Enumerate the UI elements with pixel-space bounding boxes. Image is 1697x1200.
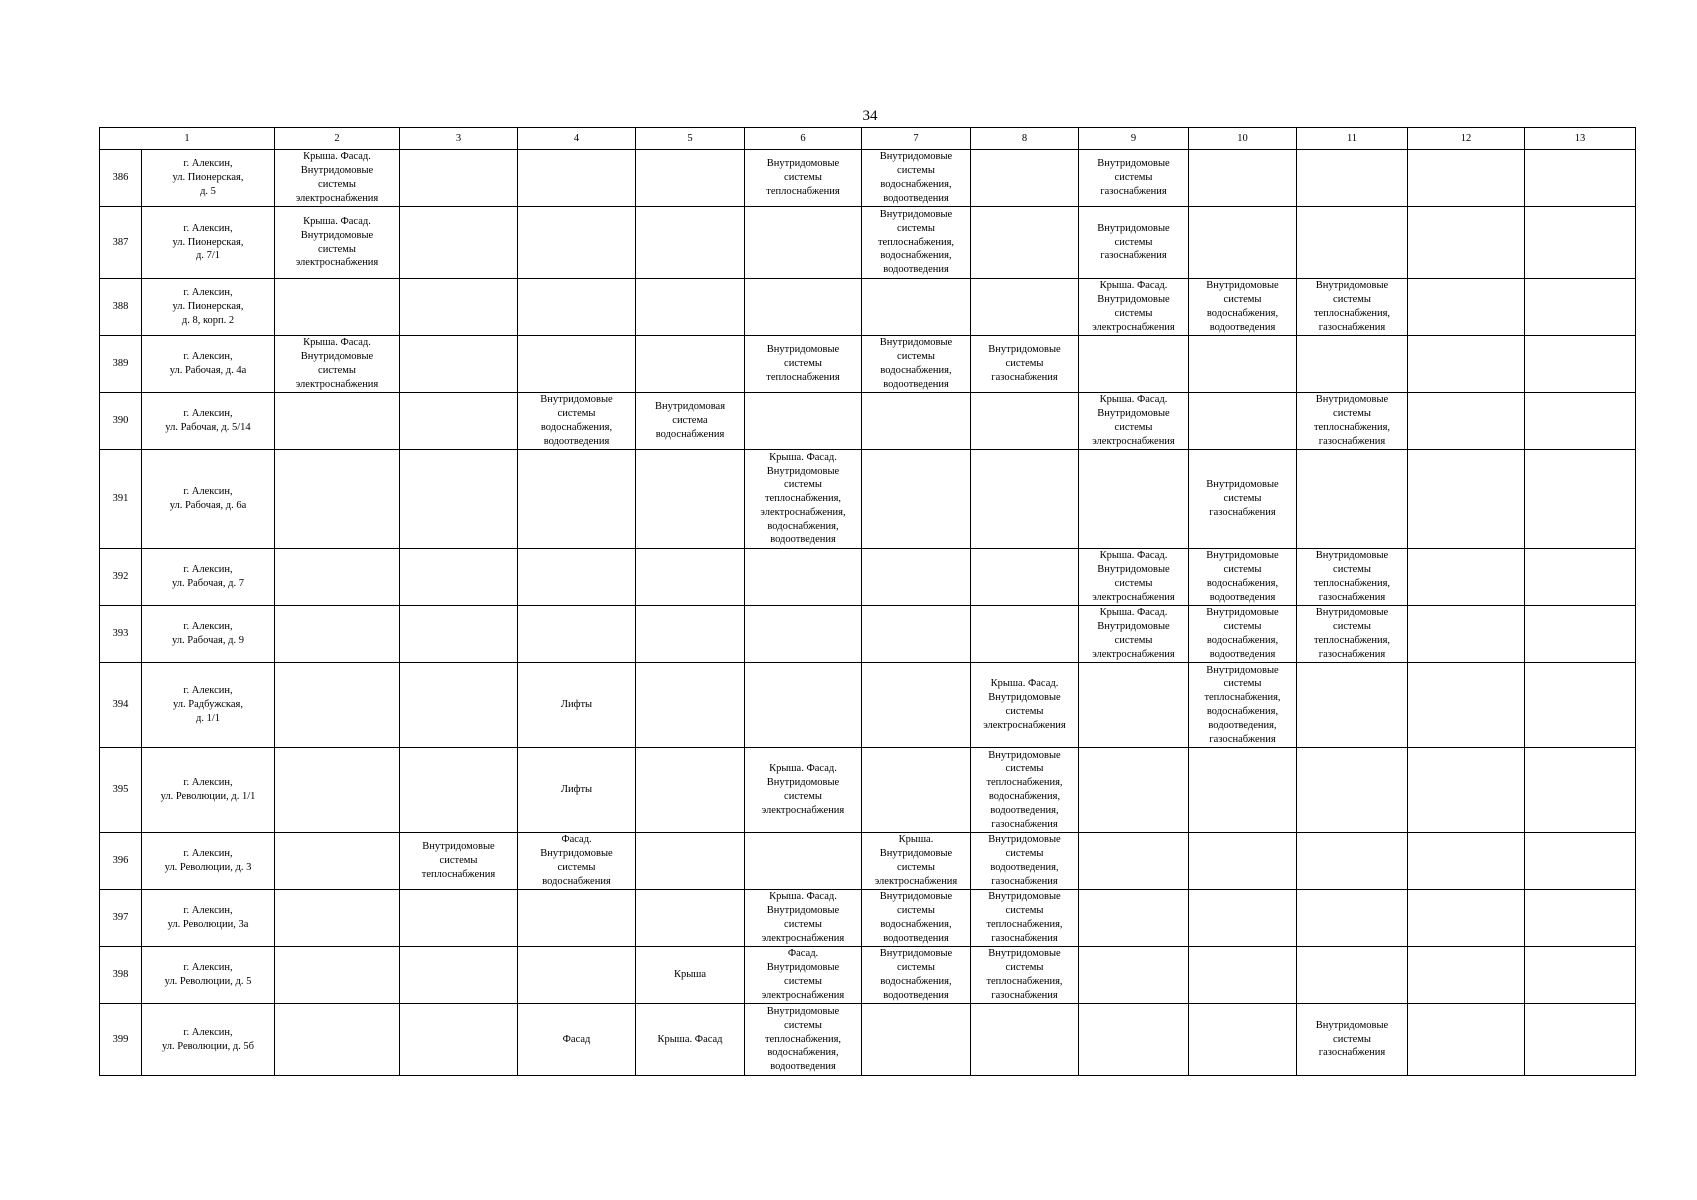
work-cell [862, 549, 971, 606]
work-cell [275, 1004, 400, 1076]
work-cell [400, 279, 518, 336]
repair-schedule-table [99, 127, 1636, 1076]
column-header: 7 [862, 128, 971, 150]
address-cell: г. Алексин, ул. Революции, д. 5 [142, 947, 275, 1004]
work-cell: Внутридомовые системы водоснабжения, водоотведения [862, 890, 971, 947]
column-header: 13 [1525, 128, 1636, 150]
work-cell: Внутридомовые системы теплоснабжения, газоснабжения [1297, 606, 1408, 663]
work-cell: Фасад. Внутридомовые системы электроснабжения [745, 947, 862, 1004]
address-cell: г. Алексин, ул. Пионерская, д. 7/1 [142, 207, 275, 279]
work-cell [1297, 833, 1408, 890]
work-cell [1408, 748, 1525, 833]
work-cell [1079, 947, 1189, 1004]
work-cell: Крыша. Фасад [636, 1004, 745, 1076]
work-cell: Внутридомовые системы водоснабжения, водоотведения [862, 947, 971, 1004]
work-cell [862, 1004, 971, 1076]
work-cell [1297, 450, 1408, 549]
table-row [100, 279, 1636, 336]
work-cell [1408, 207, 1525, 279]
work-cell [862, 748, 971, 833]
table-row [100, 890, 1636, 947]
row-number: 397 [100, 890, 142, 947]
column-header: 12 [1408, 128, 1525, 150]
work-cell: Внутридомовые системы теплоснабжения, газоснабжения [1297, 393, 1408, 450]
work-cell [275, 663, 400, 748]
work-cell: Внутридомовые системы газоснабжения [971, 336, 1079, 393]
work-cell [636, 833, 745, 890]
work-cell [971, 207, 1079, 279]
column-header: 1 [100, 128, 275, 150]
work-cell [1408, 279, 1525, 336]
work-cell: Лифты [518, 748, 636, 833]
work-cell [1408, 663, 1525, 748]
work-cell [1297, 207, 1408, 279]
column-header: 8 [971, 128, 1079, 150]
column-header: 6 [745, 128, 862, 150]
work-cell: Фасад. Внутридомовые системы водоснабжения [518, 833, 636, 890]
address-cell: г. Алексин, ул. Революции, д. 3 [142, 833, 275, 890]
work-cell: Внутридомовые системы теплоснабжения, водоснабжения, водоотведения [745, 1004, 862, 1076]
work-cell [1079, 1004, 1189, 1076]
work-cell: Внутридомовые системы теплоснабжения, газоснабжения [1297, 279, 1408, 336]
work-cell [518, 947, 636, 1004]
work-cell [1189, 207, 1297, 279]
row-number: 399 [100, 1004, 142, 1076]
address-cell: г. Алексин, ул. Рабочая, д. 9 [142, 606, 275, 663]
table-row [100, 450, 1636, 549]
work-cell: Крыша. Фасад. Внутридомовые системы электроснабжения [1079, 279, 1189, 336]
work-cell [745, 393, 862, 450]
column-header: 10 [1189, 128, 1297, 150]
work-cell: Внутридомовые системы водоотведения, газоснабжения [971, 833, 1079, 890]
work-cell [1189, 890, 1297, 947]
work-cell [275, 450, 400, 549]
work-cell [275, 606, 400, 663]
work-cell [1297, 890, 1408, 947]
work-cell: Внутридомовые системы теплоснабжения, водоснабжения, водоотведения, газоснабжения [971, 748, 1079, 833]
work-cell: Крыша. Фасад. Внутридомовые системы электроснабжения [1079, 606, 1189, 663]
column-header: 2 [275, 128, 400, 150]
work-cell [1079, 663, 1189, 748]
work-cell [275, 549, 400, 606]
work-cell [636, 890, 745, 947]
work-cell: Внутридомовые системы водоснабжения, водоотведения [1189, 549, 1297, 606]
work-cell [745, 833, 862, 890]
work-cell: Крыша. Фасад. Внутридомовые системы электроснабжения [275, 207, 400, 279]
work-cell [862, 450, 971, 549]
address-cell: г. Алексин, ул. Революции, д. 1/1 [142, 748, 275, 833]
work-cell [1525, 663, 1636, 748]
work-cell: Крыша. Внутридомовые системы электроснабжения [862, 833, 971, 890]
address-cell: г. Алексин, ул. Рабочая, д. 5/14 [142, 393, 275, 450]
work-cell [275, 890, 400, 947]
work-cell: Крыша. Фасад. Внутридомовые системы теплоснабжения, электроснабжения, водоснабжения, водоотведения [745, 450, 862, 549]
work-cell [518, 890, 636, 947]
table-row [100, 336, 1636, 393]
work-cell: Внутридомовые системы теплоснабжения, водоснабжения, водоотведения [862, 207, 971, 279]
table-row [100, 549, 1636, 606]
work-cell [971, 606, 1079, 663]
page-number: 34 [862, 108, 878, 124]
work-cell [400, 393, 518, 450]
address-cell: г. Алексин, ул. Рабочая, д. 7 [142, 549, 275, 606]
row-number: 394 [100, 663, 142, 748]
address-cell: г. Алексин, ул. Революции, д. 5б [142, 1004, 275, 1076]
work-cell: Внутридомовые системы водоснабжения, водоотведения [1189, 279, 1297, 336]
work-cell [400, 549, 518, 606]
work-cell [1525, 279, 1636, 336]
work-cell: Крыша. Фасад. Внутридомовые системы электроснабжения [971, 663, 1079, 748]
work-cell [971, 393, 1079, 450]
work-cell [1079, 890, 1189, 947]
table-row [100, 606, 1636, 663]
work-cell [745, 279, 862, 336]
row-number: 391 [100, 450, 142, 549]
work-cell: Внутридомовые системы водоснабжения, водоотведения [1189, 606, 1297, 663]
work-cell: Внутридомовые системы теплоснабжения, водоснабжения, водоотведения, газоснабжения [1189, 663, 1297, 748]
work-cell [518, 150, 636, 207]
work-cell: Внутридомовые системы теплоснабжения, газоснабжения [971, 890, 1079, 947]
work-cell: Внутридомовые системы газоснабжения [1079, 207, 1189, 279]
work-cell [1525, 549, 1636, 606]
work-cell [1079, 336, 1189, 393]
column-number-row [100, 128, 1636, 150]
work-cell [1525, 606, 1636, 663]
work-cell [1525, 833, 1636, 890]
work-cell [518, 549, 636, 606]
work-cell [971, 549, 1079, 606]
table-header [100, 128, 1636, 150]
table-row [100, 748, 1636, 833]
table-row [100, 833, 1636, 890]
work-cell [1408, 606, 1525, 663]
work-cell: Крыша. Фасад. Внутридомовые системы электроснабжения [745, 890, 862, 947]
work-cell [518, 207, 636, 279]
work-cell [971, 279, 1079, 336]
work-cell [636, 279, 745, 336]
work-cell [862, 606, 971, 663]
work-cell [275, 393, 400, 450]
work-cell: Лифты [518, 663, 636, 748]
work-cell [1189, 336, 1297, 393]
work-cell [862, 393, 971, 450]
work-cell [1297, 748, 1408, 833]
work-cell [1079, 748, 1189, 833]
table-row [100, 1004, 1636, 1076]
work-cell [1408, 1004, 1525, 1076]
work-cell [1408, 947, 1525, 1004]
table-row [100, 207, 1636, 279]
work-cell [1408, 393, 1525, 450]
work-cell [1525, 890, 1636, 947]
work-cell: Внутридомовые системы теплоснабжения, газоснабжения [971, 947, 1079, 1004]
work-cell [518, 606, 636, 663]
row-number: 389 [100, 336, 142, 393]
work-cell: Внутридомовые системы газоснабжения [1297, 1004, 1408, 1076]
work-cell: Крыша. Фасад. Внутридомовые системы электроснабжения [1079, 549, 1189, 606]
table-row [100, 947, 1636, 1004]
work-cell [745, 207, 862, 279]
work-cell [745, 663, 862, 748]
work-cell [1408, 150, 1525, 207]
work-cell [745, 606, 862, 663]
work-cell [400, 663, 518, 748]
work-cell [636, 748, 745, 833]
row-number: 386 [100, 150, 142, 207]
work-cell [1525, 1004, 1636, 1076]
work-cell: Внутридомовые системы водоснабжения, водоотведения [862, 150, 971, 207]
column-header: 4 [518, 128, 636, 150]
work-cell [1525, 748, 1636, 833]
work-cell [636, 207, 745, 279]
work-cell: Внутридомовые системы газоснабжения [1189, 450, 1297, 549]
row-number: 398 [100, 947, 142, 1004]
row-number: 396 [100, 833, 142, 890]
work-cell: Крыша. Фасад. Внутридомовые системы электроснабжения [1079, 393, 1189, 450]
work-cell [400, 606, 518, 663]
row-number: 388 [100, 279, 142, 336]
work-cell [1189, 150, 1297, 207]
work-cell: Крыша [636, 947, 745, 1004]
work-cell [275, 947, 400, 1004]
work-cell [1079, 450, 1189, 549]
work-cell [1408, 833, 1525, 890]
work-cell [636, 450, 745, 549]
work-cell [1189, 947, 1297, 1004]
row-number: 393 [100, 606, 142, 663]
work-cell [1189, 393, 1297, 450]
work-cell [275, 748, 400, 833]
work-cell [1297, 150, 1408, 207]
work-cell [275, 833, 400, 890]
work-cell: Внутридомовые системы теплоснабжения [400, 833, 518, 890]
work-cell: Внутридомовые системы газоснабжения [1079, 150, 1189, 207]
work-cell [636, 606, 745, 663]
work-cell [1525, 947, 1636, 1004]
column-header: 3 [400, 128, 518, 150]
work-cell [400, 890, 518, 947]
work-cell [1189, 833, 1297, 890]
work-cell [1408, 549, 1525, 606]
work-cell: Внутридомовые системы теплоснабжения, газоснабжения [1297, 549, 1408, 606]
work-cell [1525, 336, 1636, 393]
work-cell [1189, 748, 1297, 833]
work-cell [636, 150, 745, 207]
work-cell: Крыша. Фасад. Внутридомовые системы электроснабжения [745, 748, 862, 833]
work-cell: Внутридомовые системы теплоснабжения [745, 336, 862, 393]
work-cell: Внутридомовые системы водоснабжения, водоотведения [862, 336, 971, 393]
work-cell [400, 207, 518, 279]
work-cell [1525, 150, 1636, 207]
table-row [100, 150, 1636, 207]
address-cell: г. Алексин, ул. Радбужская, д. 1/1 [142, 663, 275, 748]
work-cell [636, 663, 745, 748]
work-cell [1408, 890, 1525, 947]
column-header: 11 [1297, 128, 1408, 150]
work-cell [1525, 450, 1636, 549]
work-cell: Внутридомовые системы водоснабжения, водоотведения [518, 393, 636, 450]
work-cell: Внутридомовые системы теплоснабжения [745, 150, 862, 207]
work-cell [971, 150, 1079, 207]
work-cell [1189, 1004, 1297, 1076]
work-cell [745, 549, 862, 606]
table-row [100, 663, 1636, 748]
work-cell [971, 450, 1079, 549]
work-cell [400, 450, 518, 549]
work-cell [1297, 336, 1408, 393]
work-cell [636, 549, 745, 606]
work-cell [400, 748, 518, 833]
work-cell [400, 336, 518, 393]
work-cell [862, 279, 971, 336]
address-cell: г. Алексин, ул. Рабочая, д. 4а [142, 336, 275, 393]
work-cell [275, 279, 400, 336]
work-cell [518, 336, 636, 393]
work-cell: Крыша. Фасад. Внутридомовые системы электроснабжения [275, 150, 400, 207]
address-cell: г. Алексин, ул. Революции, 3а [142, 890, 275, 947]
row-number: 390 [100, 393, 142, 450]
table-row [100, 393, 1636, 450]
row-number: 392 [100, 549, 142, 606]
work-cell [400, 150, 518, 207]
row-number: 395 [100, 748, 142, 833]
work-cell [1297, 947, 1408, 1004]
work-cell [1525, 207, 1636, 279]
work-cell [400, 1004, 518, 1076]
work-cell [518, 279, 636, 336]
work-cell [1079, 833, 1189, 890]
work-cell [400, 947, 518, 1004]
work-cell [636, 336, 745, 393]
address-cell: г. Алексин, ул. Пионерская, д. 8, корп. 2 [142, 279, 275, 336]
work-cell [518, 450, 636, 549]
work-cell [1297, 663, 1408, 748]
work-cell [971, 1004, 1079, 1076]
work-cell: Фасад [518, 1004, 636, 1076]
address-cell: г. Алексин, ул. Пионерская, д. 5 [142, 150, 275, 207]
column-header: 9 [1079, 128, 1189, 150]
work-cell [1408, 450, 1525, 549]
work-cell [862, 663, 971, 748]
table-body [100, 150, 1636, 1076]
address-cell: г. Алексин, ул. Рабочая, д. 6а [142, 450, 275, 549]
work-cell: Внутридомовая система водоснабжения [636, 393, 745, 450]
work-cell [1408, 336, 1525, 393]
column-header: 5 [636, 128, 745, 150]
work-cell: Крыша. Фасад. Внутридомовые системы электроснабжения [275, 336, 400, 393]
row-number: 387 [100, 207, 142, 279]
work-cell [1525, 393, 1636, 450]
